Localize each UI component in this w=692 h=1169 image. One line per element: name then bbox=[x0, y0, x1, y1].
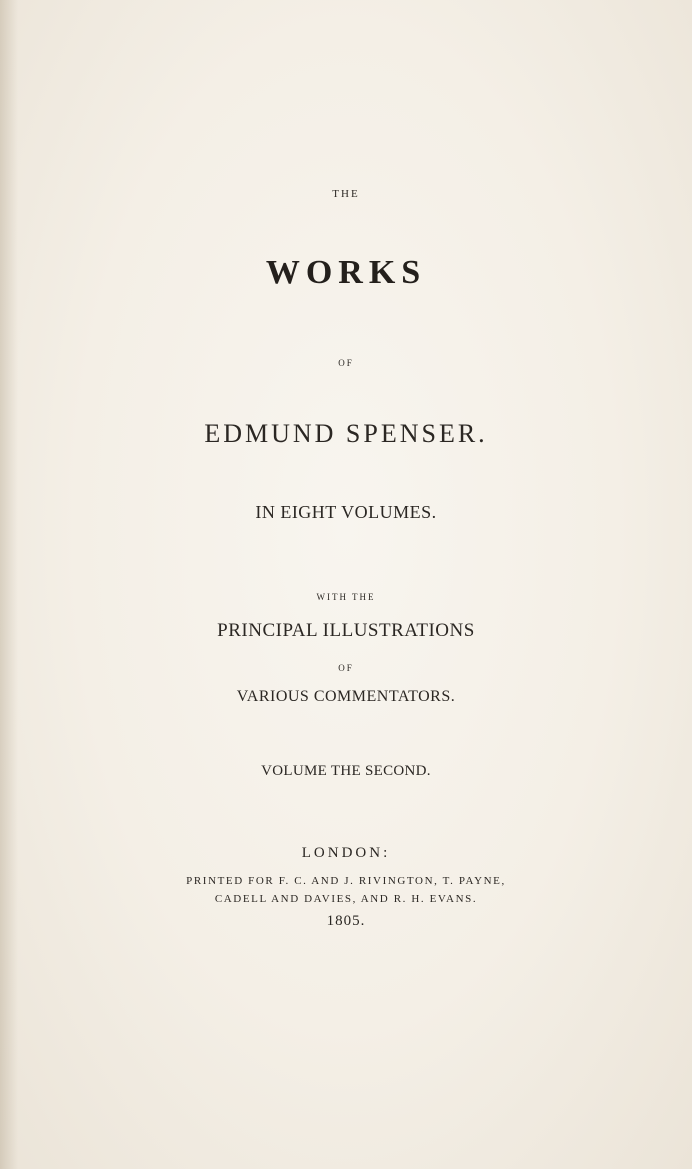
binding-shadow bbox=[0, 0, 18, 1169]
works-heading: WORKS bbox=[265, 254, 427, 291]
imprint-printers-line-1: PRINTED FOR F. C. AND J. RIVINGTON, T. PAYNE, bbox=[186, 875, 506, 887]
with-the-phrase: WITH THE bbox=[316, 592, 376, 602]
imprint-year: 1805. bbox=[326, 913, 366, 929]
the-word: THE bbox=[332, 188, 360, 200]
volume-count: IN EIGHT VOLUMES. bbox=[255, 502, 437, 522]
volume-number: VOLUME THE SECOND. bbox=[261, 763, 431, 779]
various-commentators: VARIOUS COMMENTATORS. bbox=[236, 688, 456, 705]
of-word-2: OF bbox=[338, 663, 354, 673]
principal-illustrations: PRINCIPAL ILLUSTRATIONS bbox=[217, 620, 475, 641]
of-word-1: OF bbox=[338, 358, 354, 368]
imprint-city: LONDON: bbox=[301, 845, 391, 861]
imprint-printers-line-2: CADELL AND DAVIES, AND R. H. EVANS. bbox=[214, 893, 478, 905]
author-name: EDMUND SPENSER. bbox=[204, 419, 488, 448]
